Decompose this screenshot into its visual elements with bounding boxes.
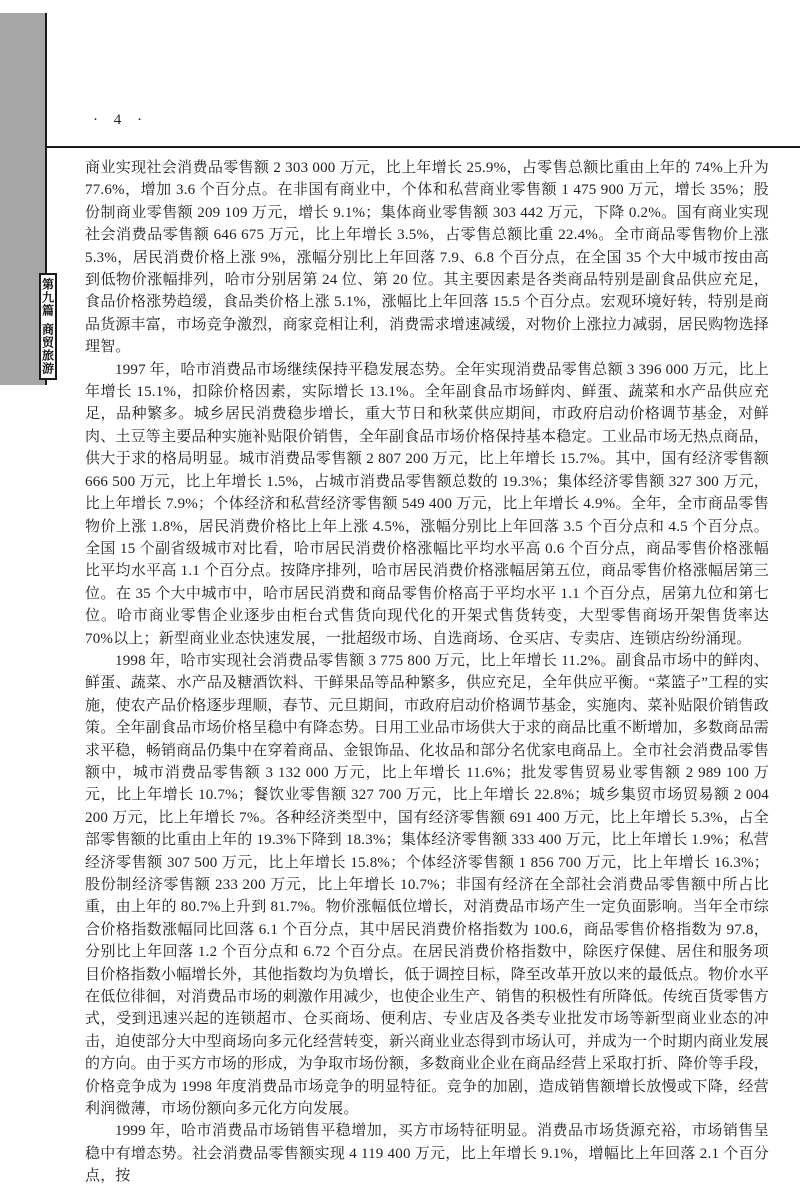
chapter-thumb-tab bbox=[39, 273, 57, 380]
chapter-part-label: 第九篇 bbox=[40, 278, 55, 317]
header-rule bbox=[47, 146, 800, 148]
paragraph-1998: 1998 年，哈市实现社会消费品零售额 3 775 800 万元，比上年增长 11.2%。副食品市场中的鲜肉、鲜蛋、蔬菜、水产品及糖酒饮料、干鲜果品等品种繁多，供应充足，全年供应平衡。“菜篮子”工程的实施，使农产品价格逐步理顺，春节、元旦期间，市政府启动价格调节基金，实施肉、菜补贴限价销售政策。全年副食品市场价格呈稳中有降态势。日用工业品市场供大于求的商品比重不断增加，多数商品需求平稳，畅销商品仍集中在穿着商品、金银饰品、化妆品和部分名优家电商品上。全市社会消费品零售额中，城市消费品零售额 3 132 000 万元，比上年增长 11.6%；批发零售贸易业零售额 2 989 100 万元，比上年增长 10.7%；餐饮业零售额 327 700 万元，比上年增长 22.8%；城乡集贸市场贸易额 2 004 200 万元，比上年增长 7%。各种经济类型中，国有经济零售额 691 400 万元，比上年增长 5.3%，占全部零售额的比重由上年的 19.3%下降到 18.3%；集体经济零售额 333 400 万元，比上年增长 1.9%；私营经济零售额 307 500 万元，比上年增长 15.8%；个体经济零售额 1 856 700 万元，比上年增长 16.3%；股份制经济零售额 233 200 万元，比上年增长 10.7%；非国有经济在全部社会消费品零售额中所占比重，由上年的 80.7%上升到 81.7%。物价涨幅低位增长，对消费品市场产生一定负面影响。当年全市综合价格指数涨幅同比回落 6.1 个百分点，其中居民消费价格指数为 100.6，商品零售价格指数为 97.8，分别比上年回落 1.2 个百分点和 6.72 个百分点。在居民消费价格指数中，除医疗保健、居住和服务项目价格指数小幅增长外，其他指数均为负增长，低于调控目标，降至改革开放以来的最低点。物价水平在低位徘徊，对消费品市场的刺激作用减少，也使企业生产、销售的积极性有所降低。传统百货零售方式，受到迅速兴起的连锁超市、仓买商场、便利店、专业店及各类专业批发市场等新型商业业态的冲击，迫使部分大中型商场向多元化经营转变，新兴商业业态得到市场认可，并成为一个时期内商业发展的方向。由于买方市场的形成，为争取市场份额，多数商业企业在商品经营上采取打折、降价等手段，价格竞争成为 1998 年度消费品市场竞争的明显特征。竞争的加剧，造成销售额增长放慢或下降，经营利润微薄，市场份额向多元化方向发展。 bbox=[85, 652, 770, 1118]
chapter-title-label: 商贸旅游 bbox=[40, 323, 55, 375]
paragraph-1999: 1999 年，哈市消费品市场销售平稳增加，买方市场特征明显。消费品市场货源充裕，市场销售呈稳中有增态势。社会消费品零售额实现 4 119 400 万元，比上年增长 9.1%，增幅比上年回落 2.1 个百分点，按 bbox=[85, 1123, 769, 1185]
paragraph-continued: 商业实现社会消费品零售额 2 303 000 万元，比上年增长 25.9%，占零售总额比重由上年的 74%上升为 77.6%，增加 3.6 个百分点。在非国有商业中，个体和私营商业零售额 1 475 900 万元，增长 35%；股份制商业零售额 209 109 万元，增长 9.1%；集体商业零售额 303 442 万元，下降 0.2%。国有商业实现社会消费品零售额 646 675 万元，比上年增长 3.5%，占零售总额比重 22.4%。全市商品零售物价上涨 5.3%，居民消费价格上涨 9%，涨幅分别比上年回落 7.9、6.8 个百分点，在全国 35 个大中城市按由高到低物价涨幅排列，哈市分别居第 24 位、第 20 位。其主要因素是各类商品特别是副食品供应充足，食品价格涨势趋缓，食品类价格上涨 5.1%，涨幅比上年回落 15.5 个百分点。宏观环境好转，特别是商品货源丰富，市场竞争激烈，商家竞相让利，消费需求增速减缓，对物价上涨拉力减弱，居民购物选择理智。 bbox=[85, 160, 770, 356]
body-text-column bbox=[85, 157, 769, 1188]
paragraph-1997: 1997 年，哈市消费品市场继续保持平稳发展态势。全年实现消费品零售总额 3 396 000 万元，比上年增长 15.1%，扣除价格因素，实际增长 13.1%。全年副食品市场鲜肉、鲜蛋、蔬菜和水产品供应充足，品种繁多。城乡居民消费稳步增长，重大节日和秋菜供应期间，市政府启动价格调节基金，对鲜肉、土豆等主要品种实施补贴限价销售，全年副食品市场价格保持基本稳定。工业品市场无热点商品，供大于求的格局明显。城市消费品零售额 2 807 200 万元，比上年增长 15.7%。其中，国有经济零售额 666 500 万元，比上年增长 1.5%，占城市消费品零售额总数的 19.3%；集体经济零售额 327 300 万元，比上年增长 7.9%；个体经济和私营经济零售额 549 400 万元，比上年增长 4.9%。全年，全市商品零售物价上涨 1.8%，居民消费价格比上年上涨 4.5%，涨幅分别比上年回落 3.5 个百分点和 4.5 个百分点。全国 15 个副省级城市对比看，哈市居民消费价格涨幅比平均水平高 0.6 个百分点，商品零售价格涨幅比平均水平高 1.1 个百分点。按降序排列，哈市居民消费价格涨幅居第五位，商品零售价格涨幅居第三位。在 35 个大中城市中，哈市居民消费和商品零售价格高于平均水平 1.1 个百分点，居第九位和第七位。哈市商业零售企业逐步由柜台式售货向现代化的开架式售货转变，大型零售商场开架售货率达 70%以上；新型商业业态快速发展，一批超级市场、自选商场、仓买店、专卖店、连锁店纷纷涌现。 bbox=[85, 361, 770, 647]
page-number: · 4 · bbox=[93, 112, 148, 128]
